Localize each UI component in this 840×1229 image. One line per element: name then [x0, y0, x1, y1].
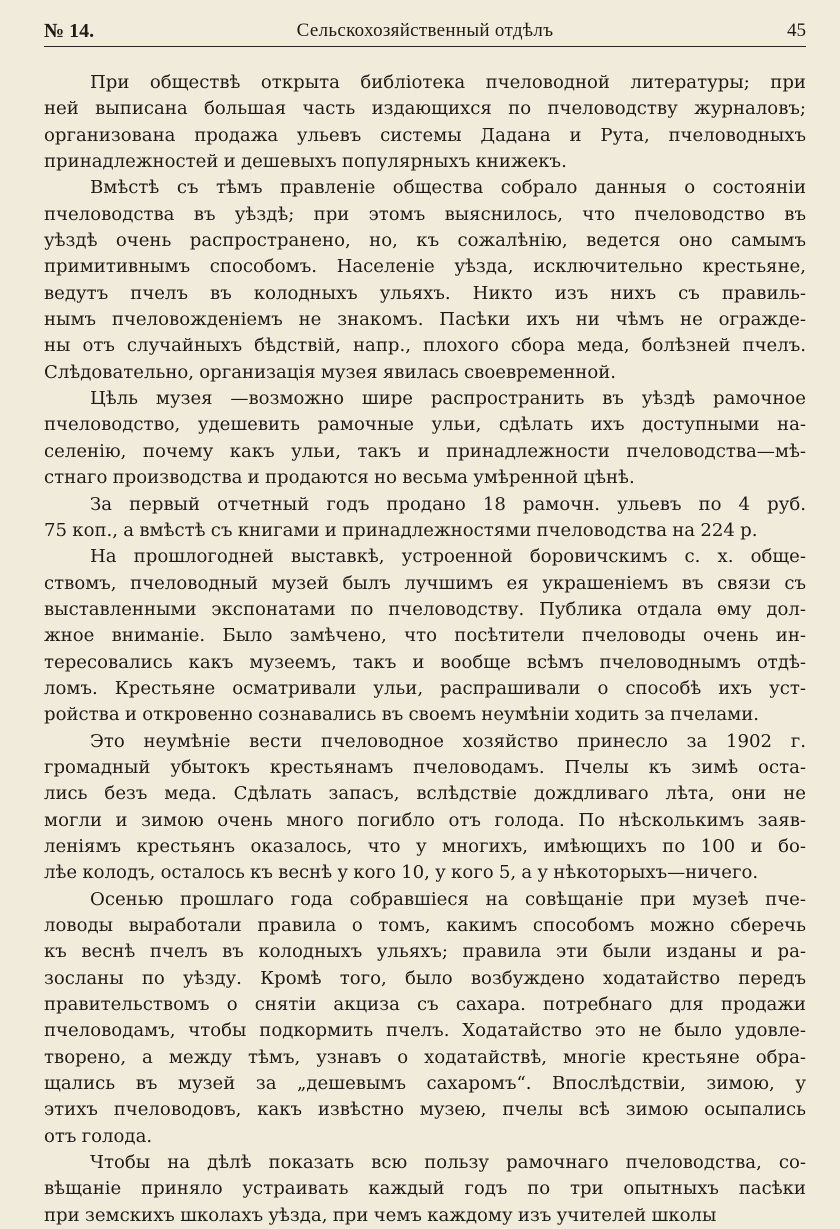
- text-line: при земскихъ школахъ уѣзда, при чемъ каждому изъ учителей школы: [44, 1204, 717, 1226]
- text-line: правительствомъ о снятіи акциза съ сахара. потребнаго для продажи: [44, 994, 806, 1016]
- text-line: щались въ музей за „дешевымъ сахаромъ“. Впослѣдствіи, зимою, у: [44, 1073, 806, 1095]
- section-title: Сельскохозяйственный отдѣлъ: [296, 20, 554, 41]
- paragraph: [44, 729, 806, 887]
- text-line: громадный убытокъ крестьянамъ пчеловодамъ. Пчелы къ зимѣ оста-: [44, 756, 806, 778]
- text-line: творено, а между тѣмъ, узнавъ о ходатайствѣ, многіе крестьяне обра-: [44, 1046, 806, 1068]
- text-line: пчеловодамъ, чтобы подкормить пчелъ. Ходатайство это не было удовле-: [44, 1020, 806, 1042]
- text-line: селенію, почему какъ ульи, такъ и принадлежности пчеловодства—мѣ-: [44, 440, 806, 462]
- paragraph: [44, 544, 806, 728]
- text-line: жное вниманіе. Было замѣчено, что посѣтители пчеловоды очень ин-: [44, 625, 806, 647]
- text-line: Вмѣстѣ съ тѣмъ правленіе общества собрало данныя о состояніи: [90, 177, 806, 199]
- text-line: Слѣдовательно, организація музея явилась своевременной.: [44, 361, 617, 383]
- issue-number: № 14.: [44, 20, 95, 42]
- text-line: лѣе колодъ, осталось къ веснѣ у кого 10, у кого 5, а у нѣкоторыхъ—ничего.: [44, 862, 759, 884]
- text-line: Чтобы на дѣлѣ показать всю пользу рамочнаго пчеловодства, со-: [90, 1152, 806, 1174]
- paragraph: [44, 887, 806, 1150]
- text-line: этихъ пчеловодовъ, какъ извѣстно музею, пчелы всѣ зимою осыпались: [44, 1099, 806, 1121]
- text-line: Это неумѣніе вести пчеловодное хозяйство принесло за 1902 г.: [90, 730, 806, 752]
- text-line: ройства и откровенно сознавались въ своемъ неумѣніи ходить за пчелами.: [44, 704, 760, 726]
- text-line: нымъ пчеловожденіемъ не знакомъ. Пасѣки ихъ ни чѣмъ не огражде-: [44, 309, 806, 331]
- text-line: примитивнымъ способомъ. Населеніе уѣзда, исключительно крестьяне,: [44, 256, 806, 278]
- text-line: ней выписана большая часть издающихся по пчеловодству журналовъ;: [44, 98, 806, 120]
- text-line: отъ голода.: [44, 1125, 153, 1147]
- text-line: зосланы по уѣзду. Кромѣ того, было возбуждено ходатайство передъ: [44, 967, 806, 989]
- text-line: ловоды выработали правила о томъ, какимъ способомъ можно сберечь: [44, 915, 806, 936]
- text-line: стнаго производства и продаются но весьма умѣренной цѣнѣ.: [44, 467, 635, 489]
- text-line: За первый отчетный годъ продано 18 рамочн. ульевъ по 4 руб.: [90, 493, 806, 515]
- text-line: ствомъ, пчеловодный музей былъ лучшимъ ея украшеніемъ въ связи съ: [44, 572, 806, 594]
- running-header: [44, 18, 806, 47]
- paragraph: [44, 492, 806, 545]
- body-text: [44, 70, 806, 1229]
- text-line: пчеловодства въ уѣздѣ; при этомъ выяснилось, что пчеловодство въ: [44, 203, 806, 225]
- text-line: ломъ. Крестьяне осматривали ульи, распрашивали о способѣ ихъ уст-: [44, 677, 806, 699]
- text-line: вѣщаніе приняло устраивать каждый годъ по три опытныхъ пасѣки: [44, 1178, 806, 1200]
- paragraph: [44, 70, 806, 175]
- text-line: принадлежностей и дешевыхъ популярныхъ книжекъ.: [44, 151, 567, 173]
- text-line: организована продажа ульевъ системы Дадана и Рута, пчеловодныхъ: [44, 124, 806, 146]
- text-line: На прошлогодней выставкѣ, устроенной боровичскимъ с. х. обще-: [90, 546, 806, 568]
- text-line: уѣздѣ очень распространено, но, къ сожалѣнію, ведется оно самымъ: [44, 230, 806, 252]
- text-line: При обществѣ открыта библіотека пчеловодной литературы; при: [90, 72, 806, 93]
- text-line: тересовались какъ музеемъ, такъ и вообще всѣмъ пчеловоднымъ отдѣ-: [44, 651, 806, 673]
- text-line: лись безъ меда. Сдѣлать запасъ, вслѣдствіе дождливаго лѣта, они не: [44, 783, 806, 805]
- text-line: Цѣль музея —возможно шире распространить въ уѣздѣ рамочное: [90, 388, 806, 410]
- text-line: 75 коп., а вмѣстѣ съ книгами и принадлежностями пчеловодства на 224 р.: [44, 519, 758, 541]
- text-line: Осенью прошлаго года собравшіеся на совѣщаніе при музеѣ пче-: [90, 888, 806, 910]
- page-number: 45: [787, 20, 806, 41]
- text-line: ведутъ пчелъ въ колодныхъ ульяхъ. Никто изъ нихъ съ правиль-: [44, 282, 806, 304]
- text-line: пчеловодство, удешевить рамочные ульи, сдѣлать ихъ доступными на-: [44, 414, 806, 436]
- paragraph: [44, 175, 806, 386]
- text-line: леніямъ крестьянъ оказалось, что у многихъ, имѣющихъ по 100 и бо-: [44, 835, 806, 857]
- paragraph: [44, 386, 806, 491]
- text-line: ны отъ случайныхъ бѣдствій, напр., плохого сбора меда, болѣзней пчелъ.: [44, 335, 806, 357]
- paragraph: [44, 1150, 806, 1229]
- text-line: могли и зимою очень много погибло отъ голода. По нѣсколькимъ заяв-: [44, 809, 806, 831]
- text-line: выставленными экспонатами по пчеловодству. Публика отдала ѳму дол-: [44, 598, 806, 620]
- text-line: къ веснѣ пчелъ въ колодныхъ ульяхъ; правила эти были изданы и ра-: [44, 941, 806, 963]
